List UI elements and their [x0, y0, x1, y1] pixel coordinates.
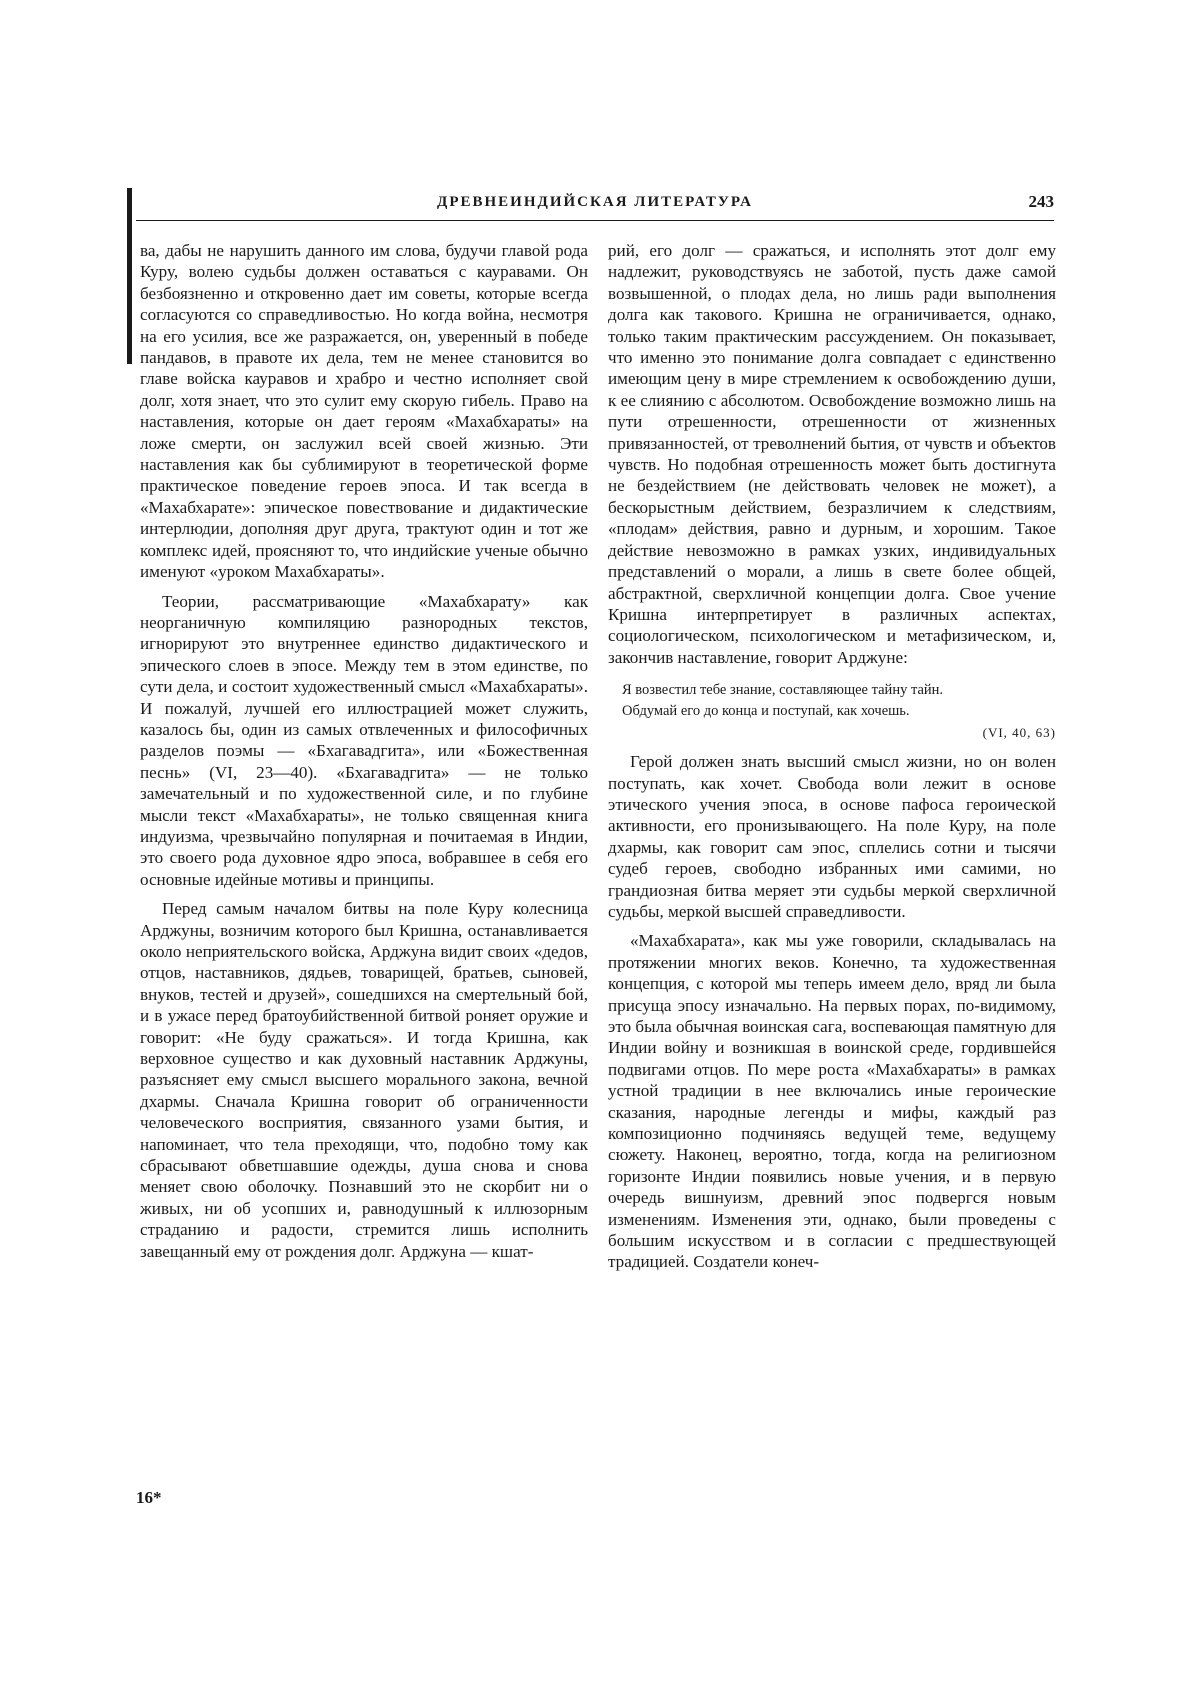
verse-quote — [608, 680, 1056, 743]
signature-mark: 16* — [136, 1488, 162, 1507]
page-number: 243 — [1028, 192, 1054, 211]
paragraph: Герой должен знать высший смысл жизни, но он волен поступать, как хочет. Свобода воли лежит в основе этического учения эпоса, в основе пафоса героической активности, его пронизывающего. На поле Куру, на поле дхармы, как говорит сам эпос, сплелись сотни и тысячи судеб героев, свободно избранных ими самими, но грандиозная битва меряет эти судьбы меркой сверхличной судьбы, меркой высшей справедливости. — [608, 752, 1056, 921]
verse-reference: (VI, 40, 63) — [982, 725, 1056, 741]
paragraph: Теории, рассматривающие «Махабхарату» как неорганичную компиляцию разнородных текстов, игнорируют это внутреннее единство дидактического и эпического слоев в эпосе. Между тем в этом единстве, по сути дела, и состоит художественный смысл «Махабхараты». И пожалуй, лучшей его иллюстрацией может служить, казалось бы, один из самых отвлеченных и философичных разделов поэмы — «Бхагавадгита», или «Божественная песнь» (VI, 23—40). «Бхагавадгита» — не только замечательный и по художественной силе, и по глубине мысли текст «Махабхараты», не только священная книга индуизма, чрезвычайно популярная и почитаемая в Индии, это своего рода духовное ядро эпоса, вобравшее в себя его основные идейные мотивы и принципы. — [140, 591, 588, 889]
left-column — [140, 240, 588, 1262]
paragraph: рий, его долг — сражаться, и исполнять этот долг ему надлежит, руководствуясь не заботой, пусть даже самой возвышенной, о плодах дела, но лишь ради выполнения долга как такового. Кришна не ограничивается, однако, только таким практическим рассуждением. Он показывает, что именно это понимание долга совпадает с единственно имеющим цену в мире стремлением к освобождению души, к ее слиянию с абсолютом. Освобождение возможно лишь на пути отрешенности, отрешенности от жизненных привязанностей, от треволнений бытия, от чувств и объектов чувств. Но подобная отрешенность может быть достигнута не бездействием (не действовать человек не может), а бескорыстным действием, безразличием к следствиям, «плодам» действия, равно и дурным, и хорошим. Такое действие невозможно в рамках узких, индивидуальных представлений о морали, а лишь в свете более общей, абстрактной, сверхличной концепции долга. Свое учение Кришна интерпретирует в различных аспектах, социологическом, психологическом и метафизическом, и, закончив наставление, говорит Арджуне: — [608, 241, 1056, 667]
paragraph: Перед самым началом битвы на поле Куру колесница Арджуны, возничим которого был Кришна, останавливается около неприятельского войска, Арджуна видит своих «дедов, отцов, наставников, дядьев, товарищей, братьев, сыновей, внуков, тестей и друзей», сошедшихся на смертельный бой, и в ужасе перед братоубийственной битвой роняет оружие и говорит: «Не буду сражаться». И тогда Кришна, как верховное существо и как духовный наставник Арджуны, разъясняет ему смысл высшего морального закона, вечной дхармы. Сначала Кришна говорит об ограниченности человеческого восприятия, связанного узами бытия, и напоминает, что тела преходящи, что, подобно тому как сбрасывают обветшавшие одежды, душа снова и снова меняет свою оболочку. Познавший это не скорбит ни о живых, ни об усопших и, равнодушный к иллюзорным страданию и радости, стремится лишь исполнить завещанный ему от рождения долг. Арджуна — кшат- — [140, 899, 588, 1261]
verse-line: Я возвестил тебе знание, составляющее тайну тайн. — [622, 682, 944, 699]
page-header — [136, 192, 1054, 221]
margin-bar — [127, 188, 132, 364]
verse-line: Обдумай его до конца и поступай, как хочешь. — [622, 703, 910, 720]
right-column — [608, 240, 1056, 1273]
paragraph: ва, дабы не нарушить данного им слова, будучи главой рода Куру, волею судьбы должен оставаться с кауравами. Он безбоязненно и откровенно дает им советы, которые всегда согласуются со справедливостью. Но когда война, несмотря на его усилия, все же разражается, он, уверенный в победе пандавов, в правоте их дела, тем не менее становится во главе войска кауравов и храбро и честно исполняет свой долг, хотя знает, что это сулит ему скорую гибель. Право на наставления, которые он дает героям «Махабхараты» на ложе смерти, он заслужил всей своей жизнью. Эти наставления как бы сублимируют в теоретической форме практическое поведение героев эпоса. И так всегда в «Махабхарате»: эпическое повествование и дидактические интерлюдии, дополняя друг друга, трактуют один и тот же комплекс идей, проясняют то, что индийские ученые обычно именуют «уроком Махабхараты». — [140, 241, 588, 582]
paragraph: «Махабхарата», как мы уже говорили, складывалась на протяжении многих веков. Конечно, та художественная концепция, с которой мы теперь имеем дело, вряд ли была присуща эпосу изначально. На первых порах, по-видимому, это была обычная воинская сага, воспевающая памятную для Индии войну и возникшая в воинской среде, гордившейся подвигами отцов. По мере роста «Махабхараты» в рамках устной традиции в нее включались иные героические сказания, народные легенды и мифы, каждый раз композиционно подчиняясь ведущей теме, ведущему сюжету. Наконец, вероятно, тогда, когда на религиозном горизонте Индии появились новые учения, и в первую очередь вишнуизм, древний эпос подвергся новым изменениям. Изменения эти, однако, были проведены с большим искусством и в согласии с предшествующей традицией. Создатели конеч- — [608, 931, 1056, 1272]
running-head: ДРЕВНЕИНДИЙСКАЯ ЛИТЕРАТУРА — [437, 194, 753, 210]
